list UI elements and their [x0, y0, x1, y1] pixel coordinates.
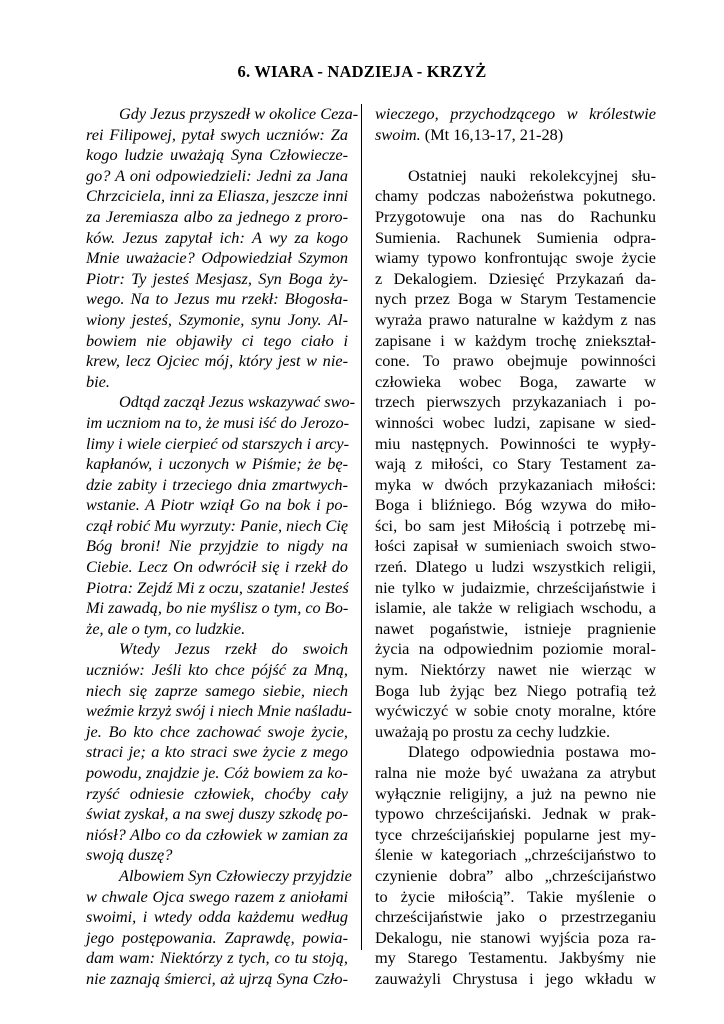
- text-line: swoją duszę?: [86, 845, 173, 865]
- text-line: im uczniom na to, że musi iść do Jerozo-: [86, 412, 350, 432]
- text-line: nie tylko w judaizmie, chrześcijaństwie i: [375, 577, 656, 597]
- text-line: trzech pierwszych przykazaniach i po-: [375, 392, 656, 412]
- scripture-citation: (Mt 16,13-17, 21-28): [424, 124, 564, 144]
- paragraph-spacer: [375, 145, 656, 166]
- text-line: za Jeremiasza albo za jednego z proro-: [86, 206, 348, 226]
- text-line: Wtedy Jezus rzekł do swoich: [119, 639, 348, 659]
- text-line: Piotr: Ty jesteś Mesjasz, Syn Boga ży-: [86, 268, 348, 288]
- text-line: Przygotowuje ona nas do Rachunku: [375, 206, 656, 226]
- text-line: Mi zawadą, bo nie myślisz o tym, co Bo-: [86, 598, 349, 618]
- text-line: Odtąd zaczął Jezus wskazywać swo-: [119, 392, 356, 412]
- text-line: weźmie krzyż swój i niech Mnie naśladu-: [86, 701, 352, 721]
- text-line: Mnie uważacie? Odpowiedział Szymon: [86, 248, 348, 268]
- text-line: krew, lecz Ojciec mój, który jest w nie-: [86, 351, 348, 371]
- text-line: [375, 125, 656, 146]
- text-line: go? A oni odpowiedzieli: Jedni za Jana: [86, 165, 348, 185]
- right-column-body: [375, 166, 656, 990]
- text-line: uważają po prostu za cechy ludzkie.: [375, 721, 611, 741]
- text-line: straci je; a kto straci swe życie z mego: [86, 742, 348, 762]
- text-line: rzeń. Dlatego u ludzi wszystkich religii,: [375, 557, 656, 577]
- text-line: cone. To prawo obejmuje powinności: [375, 351, 656, 371]
- text-line: wyłącznie religijny, a już na pewno nie: [375, 783, 656, 803]
- text-line: islamie, ale także w religiach wschodu, a: [375, 598, 656, 618]
- text-line: ści, bo sam jest Miłością i potrzebę mi-: [375, 515, 656, 535]
- text-line: Gdy Jezus przyszedł w okolice Ceza-: [119, 104, 359, 123]
- text-line: wstanie. A Piotr wziął Go na bok i po-: [86, 495, 348, 515]
- text-line: limy i wiele cierpieć od starszych i arcy-: [86, 433, 349, 453]
- text-line: my Starego Testamentu. Jakbyśmy nie: [375, 948, 656, 968]
- text-line: wiony jesteś, Szymonie, synu Jony. Al-: [86, 309, 348, 329]
- text-line: dzie zabity i trzeciego dnia zmartwych-: [86, 474, 348, 494]
- text-line: powodu, znajdzie je. Cóż bowiem za ko-: [86, 763, 348, 782]
- text-line: wyćwiczyć w sobie cnoty moralne, które: [375, 701, 656, 721]
- text-line: ślenie w kategoriach „chrześcijaństwo to: [375, 845, 656, 865]
- text-line: nie zaznają śmierci, aż ujrzą Syna Czło-: [86, 968, 348, 988]
- text-line: rei Filipowej, pytał swych uczniów: Za: [86, 124, 348, 144]
- text-line: nych przez Boga w Starym Testamencie: [375, 289, 656, 309]
- text-line: Sumienia. Rachunek Sumienia odpra-: [375, 227, 656, 247]
- text-line: Ostatniej nauki rekolekcyjnej słu-: [408, 165, 656, 185]
- text-line: w chwale Ojca swego razem z aniołami: [86, 886, 348, 906]
- text-line-content: swoim.: [375, 124, 421, 144]
- text-line: wego. Na to Jezus mu rzekł: Błogosła-: [86, 289, 348, 309]
- text-line: czął robić Mu wyrzuty: Panie, niech Cię: [86, 515, 349, 535]
- text-line: nawet pogaństwie, istnieje pragnienie: [375, 618, 656, 638]
- text-line: czynienie dobra” albo „chrześcijaństwo: [375, 865, 656, 885]
- text-line: niech się zaprze samego siebie, niech: [86, 680, 348, 700]
- text-line: wiamy typowo konfrontując swoje życie: [375, 248, 656, 268]
- text-line: świat zyskał, a na swej duszy szkodę po-: [86, 804, 348, 824]
- text-line: zapisane i w każdym trochę zniekształ-: [375, 330, 656, 350]
- text-line: Boga lub żyjąc bez Niego potrafią też: [375, 680, 656, 700]
- text-line: bie.: [86, 371, 110, 391]
- text-line: ralna nie może być uważana za atrybut: [375, 763, 656, 782]
- text-line: [375, 104, 656, 125]
- text-line: Ciebie. Lecz On odwrócił się i rzekł do: [86, 557, 348, 577]
- page-title: 6. WIARA - NADZIEJA - KRZYŻ: [237, 62, 487, 81]
- text-line: Bóg broni! Nie przyjdzie to nigdy na: [86, 536, 348, 556]
- text-line: że, ale o tym, co ludzkie.: [86, 618, 246, 638]
- text-line: wają z miłości, co Stary Testament za-: [375, 454, 656, 474]
- text-line: myka w dwóch przykazaniach miłości:: [375, 474, 656, 494]
- text-line: Dekalogu, nie stanowi wyjścia poza ra-: [375, 927, 656, 947]
- text-line: uczniów: Jeśli kto chce pójść za Mną,: [86, 660, 348, 680]
- text-line: ków. Jezus zapytał ich: A wy za kogo: [86, 227, 348, 247]
- text-line: rzyść odniesie człowiek, choćby cały: [86, 783, 348, 803]
- text-line: swoimi, i wtedy odda każdemu według: [86, 907, 348, 927]
- text-line: niósł? Albo co da człowiek w zamian za: [86, 824, 348, 844]
- text-line: dam wam: Niektórzy z tych, co tu stoją,: [86, 948, 348, 968]
- right-column-intro: [375, 104, 656, 145]
- left-column-scripture: [86, 104, 359, 990]
- text-line: kapłanów, i uczonych w Piśmie; że bę-: [86, 454, 348, 474]
- text-line: zauważyli Chrystusa i jego wkładu w: [375, 968, 656, 988]
- text-line: życia na odpowiednim poziomie moral-: [375, 639, 656, 659]
- text-line: kogo ludzie uważają Syna Człowiecze-: [86, 145, 348, 165]
- text-line: człowieka wobec Boga, zawarte w: [375, 371, 656, 391]
- text-line: typowo chrześcijański. Jednak w prak-: [375, 804, 656, 824]
- text-line: Albowiem Syn Człowieczy przyjdzie: [119, 865, 352, 885]
- text-line: jego postępowania. Zaprawdę, powia-: [86, 927, 348, 947]
- column-divider: [361, 104, 362, 950]
- text-line: bowiem nie objawiły ci tego ciało i: [86, 330, 348, 350]
- text-line: winności wobec ludzi, zapisane w sied-: [375, 412, 656, 432]
- right-column: [375, 104, 656, 990]
- text-line: chrześcijaństwie jako o przestrzeganiu: [375, 907, 656, 927]
- text-line: nym. Niektórzy nawet nie wierząc w: [375, 660, 656, 680]
- text-line: wyraża prawo naturalne w każdym z nas: [375, 309, 656, 329]
- text-line: to życie miłością”. Takie myślenie o: [375, 886, 656, 906]
- text-line: Dlatego odpowiednia postawa mo-: [408, 742, 656, 762]
- text-line: z Dekalogiem. Dziesięć Przykazań da-: [375, 268, 656, 288]
- text-line: łości zapisał w sumieniach swoich stwo-: [375, 536, 656, 556]
- text-line: je. Bo kto chce zachować swoje życie,: [86, 721, 348, 741]
- text-line: Piotra: Zejdź Mi z oczu, szatanie! Jesteś: [86, 577, 349, 597]
- text-line: Chrzciciela, inni za Eliasza, jeszcze inni: [86, 186, 348, 206]
- text-line: Boga i bliźniego. Bóg wzywa do miło-: [375, 495, 656, 515]
- text-line: tyce chrześcijańskiej popularne jest my-: [375, 824, 656, 844]
- text-line: miu następnych. Powinności te wypły-: [375, 433, 656, 453]
- text-line: chamy podczas nabożeństwa pokutnego.: [375, 186, 656, 206]
- text-line-content: wieczego, przychodzącego w królestwie: [375, 104, 656, 123]
